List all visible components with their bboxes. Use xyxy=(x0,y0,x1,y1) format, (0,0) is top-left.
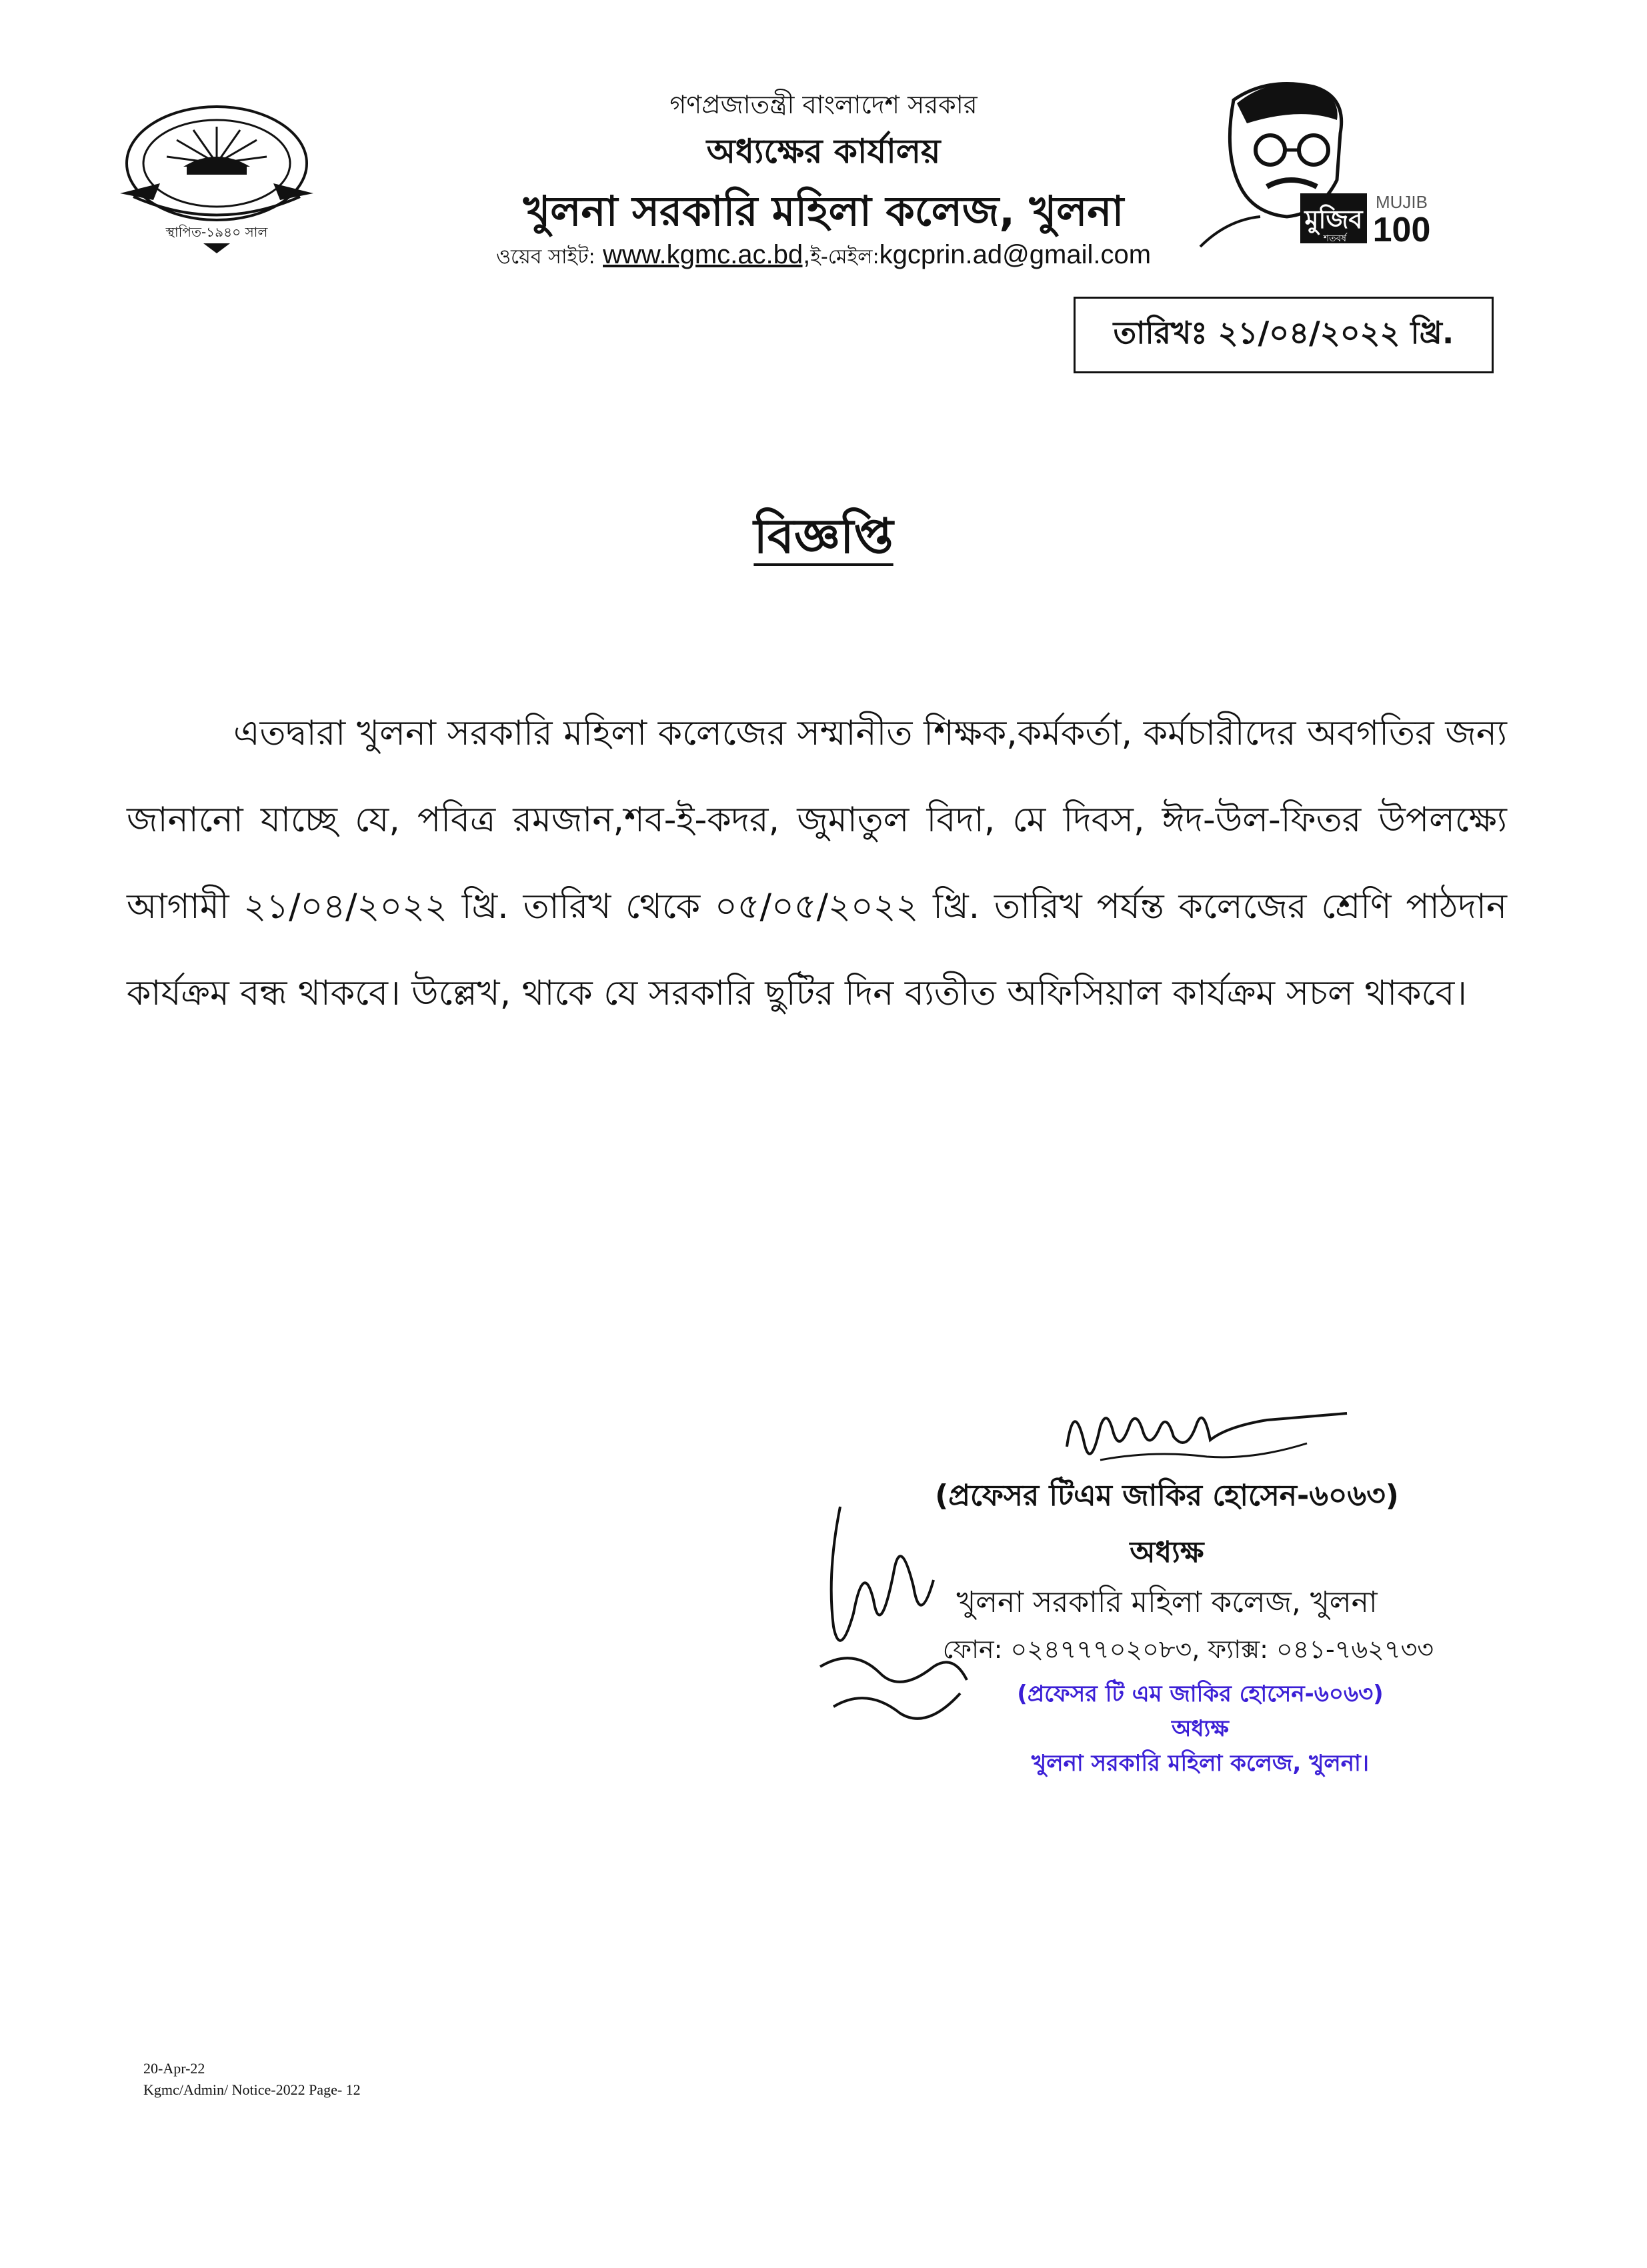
stamp-title: অধ্যক্ষ xyxy=(1172,1715,1229,1742)
notice-date: তারিখঃ ২১/০৪/২০২২ খ্রি. xyxy=(1113,314,1454,351)
mujib-bn-small-text: শতবর্ষ xyxy=(1323,233,1347,244)
mujib-100-logo xyxy=(1187,73,1440,253)
signatory-college: খুলনা সরকারি মহিলা কলেজ, খুলনা xyxy=(956,1585,1378,1619)
government-name: গণপ্রজাতন্ত্রী বাংলাদেশ সরকার xyxy=(669,90,978,119)
signatory-phone-fax: ফোন: ০২৪৭৭৭০২০৮৩, ফ্যাক্স: ০৪১-৭৬২৭৩৩ xyxy=(942,1635,1434,1664)
website-label: ওয়েব সাইট: xyxy=(495,245,595,269)
office-name: অধ্যক্ষের কার্যালয় xyxy=(706,132,941,171)
signatory-title: অধ্যক্ষ xyxy=(1130,1535,1204,1569)
signatory-name: (প্রফেসর টিএম জাকির হোসেন-৬০৬৩) xyxy=(935,1479,1399,1513)
stamp-name: (প্রফেসর টি এম জাকির হোসেন-৬০৬৩) xyxy=(1017,1681,1384,1707)
footer-date: 20-Apr-22 xyxy=(143,2060,205,2077)
footer-reference: Kgmc/Admin/ Notice-2022 Page- 12 xyxy=(143,2081,361,2098)
notice-title xyxy=(0,500,1647,580)
mujib-100-number: 100 xyxy=(1372,211,1431,249)
email-address[interactable]: kgcprin.ad@gmail.com xyxy=(879,240,1152,269)
logo-established-text: স্থাপিত-১৯৪০ সাল xyxy=(165,224,268,240)
mujib-bn-text: মুজিব xyxy=(1304,205,1363,234)
email-label: ই-মেইল: xyxy=(810,245,880,269)
principal-signature xyxy=(1054,1387,1354,1487)
website-link[interactable]: www.kgmc.ac.bd, xyxy=(603,240,811,269)
college-name: খুলনা সরকারি মহিলা কলেজ, খুলনা xyxy=(523,187,1124,235)
mujib-en-text: MUJIB xyxy=(1376,192,1428,212)
date-box xyxy=(1074,297,1494,373)
stamp-college: খুলনা সরকারি মহিলা কলেজ, খুলনা। xyxy=(1031,1750,1370,1777)
notice-title-text: বিজ্ঞপ্তি xyxy=(753,508,894,564)
notice-body: এতদ্বারা খুলনা সরকারি মহিলা কলেজের সম্মানীত শিক্ষক,কর্মকর্তা, কর্মচারীদের অবগতির জন্য জানানো যাচ্ছে যে, পবিত্র রমজান,শব-ই-কদর, জুমাতুল বিদা, মে দিবস, ঈদ-উল-ফিতর উপলক্ষ্যে আগামী ২১/০৪/২০২২ খ্রি. তারিখ থেকে ০৫/০৫/২০২২ খ্রি. তারিখ পর্যন্ত কলেজের শ্রেণি পাঠদান কার্যক্রম বন্ধ থাকবে। উল্লেখ, থাকে যে সরকারি ছুটির দিন ব্যতীত অফিসিয়াল কার্যক্রম সচল থাকবে। xyxy=(127,713,1507,1013)
